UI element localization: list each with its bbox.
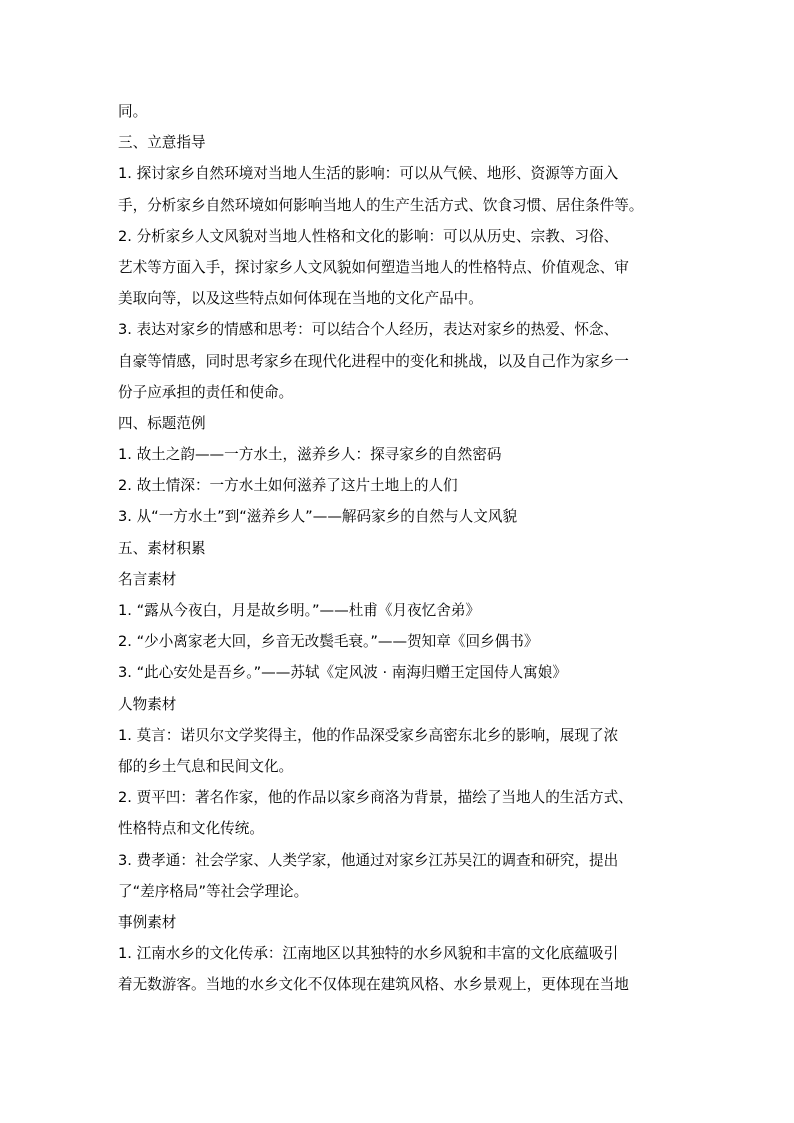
text-line: 着无数游客。当地的水乡文化不仅体现在建筑风格、水乡景观上，更体现在当地	[118, 976, 629, 994]
section-heading: 四、标题范例	[118, 414, 206, 432]
text-line: 3. 费孝通：社会学家、人类学家，他通过对家乡江苏吴江的调查和研究，提出	[118, 851, 619, 869]
section-heading: 三、立意指导	[118, 134, 206, 152]
text-line: 1. 江南水乡的文化传承：江南地区以其独特的水乡风貌和丰富的文化底蕴吸引	[118, 945, 619, 963]
text-line: 2. “少小离家老大回，乡音无改鬓毛衰。”——贺知章《回乡偶书》	[118, 633, 539, 651]
text-line: 性格特点和文化传统。	[118, 820, 264, 838]
text-line: 艺术等方面入手，探讨家乡人文风貌如何塑造当地人的性格特点、价值观念、审	[118, 258, 629, 276]
text-line: 美取向等，以及这些特点如何体现在当地的文化产品中。	[118, 290, 483, 308]
text-line: 3. 表达对家乡的情感和思考：可以结合个人经历，表达对家乡的热爱、怀念、	[118, 321, 619, 339]
text-line: 郁的乡土气息和民间文化。	[118, 757, 294, 775]
text-line: 1. “露从今夜白，月是故乡明。”——杜甫《月夜忆舍弟》	[118, 602, 481, 619]
text-line: 2. 故土情深：一方水土如何滋养了这片土地上的人们	[118, 477, 458, 495]
text-line: 份子应承担的责任和使命。	[118, 383, 294, 401]
document-body	[118, 96, 684, 1000]
text-line: 自豪等情感，同时思考家乡在现代化进程中的变化和挑战，以及自己作为家乡一	[118, 352, 629, 370]
text-line: 2. 分析家乡人文风貌对当地人性格和文化的影响：可以从历史、宗教、习俗、	[118, 227, 619, 245]
subsection-heading: 人物素材	[118, 695, 177, 713]
text-line: 同。	[118, 103, 148, 120]
text-line: 了“差序格局”等社会学理论。	[118, 882, 309, 900]
text-line: 1. 故土之韵——一方水土，滋养乡人：探寻家乡的自然密码	[118, 446, 502, 464]
text-line: 3. 从“一方水土”到“滋养乡人”——解码家乡的自然与人文风貌	[118, 508, 518, 526]
text-line: 1. 莫言：诺贝尔文学奖得主，他的作品深受家乡高密东北乡的影响，展现了浓	[118, 726, 619, 744]
text-line: 2. 贾平凹：著名作家，他的作品以家乡商洛为背景，描绘了当地人的生活方式、	[118, 789, 633, 807]
text-line: 手，分析家乡自然环境如何影响当地人的生产生活方式、饮食习惯、居住条件等。	[118, 196, 644, 214]
text-line: 3. “此心安处是吾乡。”——苏轼《定风波 · 南海归赠王定国侍人寓娘》	[118, 664, 567, 682]
subsection-heading: 名言素材	[118, 570, 177, 588]
subsection-heading: 事例素材	[118, 913, 177, 931]
text-line: 1. 探讨家乡自然环境对当地人生活的影响：可以从气候、地形、资源等方面入	[118, 165, 619, 183]
section-heading: 五、素材积累	[118, 539, 206, 557]
